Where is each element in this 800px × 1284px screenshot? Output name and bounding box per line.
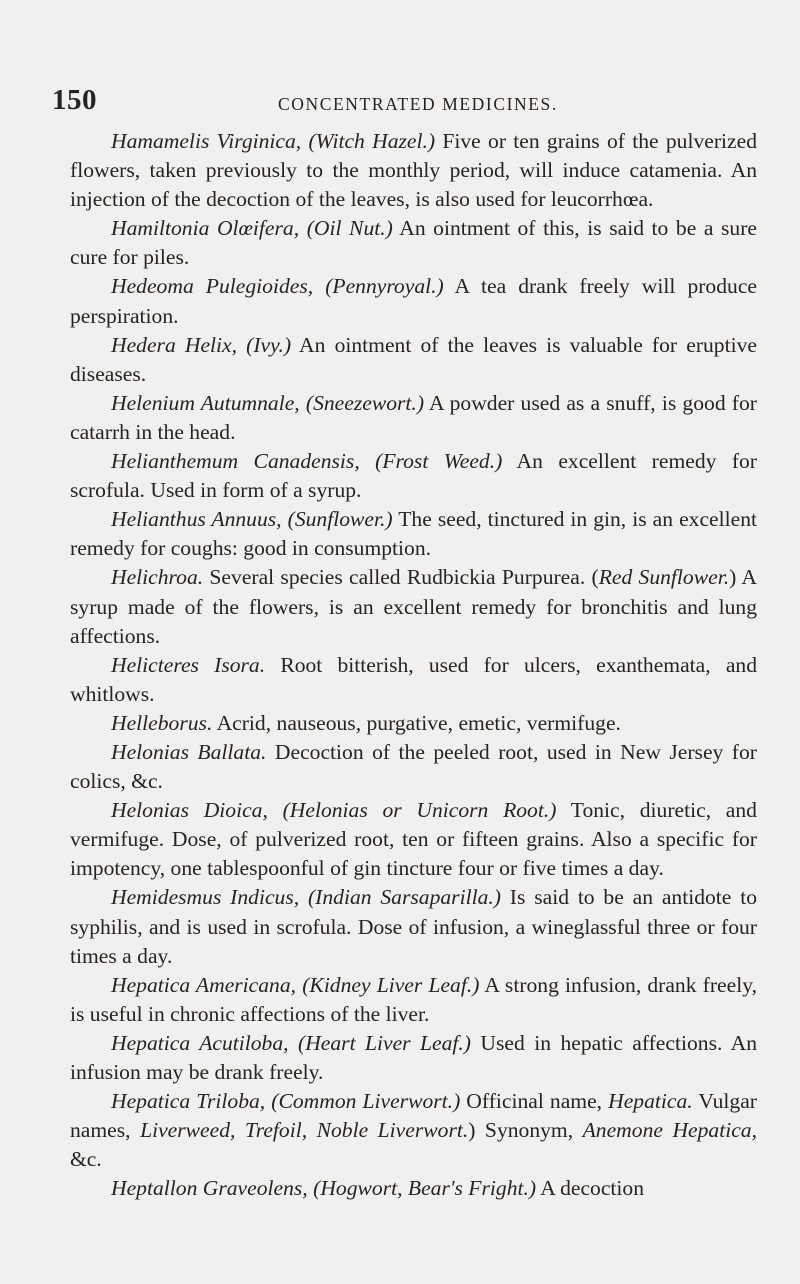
- entry-hepatica-americana: [70, 971, 757, 1029]
- entry-name: Helenium Autumnale,: [111, 390, 300, 415]
- entry-name: Helonias Ballata.: [111, 739, 267, 764]
- running-head: CONCENTRATED MEDICINES.: [278, 94, 558, 114]
- page-number: 150: [52, 84, 97, 116]
- entry-name: Hemidesmus Indicus,: [111, 885, 300, 910]
- entry-name: Hepatica Americana,: [111, 972, 297, 997]
- entry-hedera: [70, 331, 757, 389]
- entry-text: A powder used as a snuff, is good for catarrh in the head.: [70, 390, 757, 444]
- entry-name: Hepatica Acutiloba,: [111, 1030, 289, 1055]
- entry-name: Helianthus Annuus,: [111, 507, 282, 532]
- entry-name: Hamiltonia Olœifera,: [111, 216, 300, 241]
- entry-helianthemum: [70, 447, 757, 505]
- entry-text: ) A syrup made of the flowers, is an excellent remedy for bronchitis and lung affections.: [70, 565, 757, 648]
- entry-common-name: (Common Liverwort.): [271, 1089, 461, 1114]
- entry-text: Acrid, nauseous, purgative, emetic, vermifuge.: [212, 710, 621, 735]
- entry-helicteres: [70, 651, 757, 709]
- entry-common-name: (Witch Hazel.): [308, 129, 436, 153]
- entry-text: An excellent remedy for scrofula. Used in form of a syrup.: [70, 449, 757, 503]
- entry-name: Helicteres Isora.: [111, 652, 266, 677]
- entry-text: &c.: [70, 1147, 102, 1172]
- entry-common-name: (Pennyroyal.): [325, 274, 444, 299]
- entry-common-name: (Heart Liver Leaf.): [298, 1030, 471, 1055]
- page-body: [70, 127, 757, 1203]
- entry-common-name: (Oil Nut.): [306, 216, 393, 241]
- page-header: [52, 84, 758, 116]
- entry-name: Hedera Helix,: [111, 332, 238, 357]
- entry-italic-term: Liverweed, Trefoil, Noble Liverwort.: [140, 1118, 469, 1143]
- entry-text: Five or ten grains of the pulverized flowers, taken previously to the monthly period, will induce catamenia. An injection of the decoction of the leaves, is also used for leucorrhœa.: [70, 129, 758, 212]
- entry-common-name: (Kidney Liver Leaf.): [302, 972, 480, 997]
- entry-name: Heptallon Graveolens,: [111, 1176, 308, 1201]
- entry-helleborus: [70, 709, 757, 738]
- entry-helonias-ballata: [70, 738, 757, 796]
- entry-text: Used in hepatic affections. An infusion may be drank freely.: [70, 1030, 757, 1084]
- entry-common-name: (Frost Weed.): [375, 449, 503, 474]
- entry-name: Helonias Dioica,: [111, 798, 268, 823]
- entry-text: A decoction: [536, 1176, 645, 1201]
- entry-name: Helleborus.: [111, 710, 213, 735]
- entry-hemidesmus: [70, 883, 757, 970]
- entry-text: Officinal name,: [460, 1089, 609, 1114]
- entry-common-name: (Sneezewort.): [305, 390, 425, 415]
- entry-text: Several species called Rudbickia Purpurea. (: [203, 565, 599, 590]
- entry-helianthus: [70, 505, 757, 563]
- entry-name: Hamamelis Virginica,: [111, 129, 302, 153]
- entry-text: An ointment of the leaves is valuable for eruptive diseases.: [70, 332, 757, 386]
- entry-hedeoma: [70, 272, 757, 330]
- entry-name: Helianthemum Canadensis,: [111, 449, 360, 474]
- entry-text: A strong infusion, drank freely, is useful in chronic affections of the liver.: [70, 972, 758, 1026]
- entry-name: Hedeoma Pulegioides,: [111, 274, 314, 299]
- entry-text: A tea drank freely will produce perspiration.: [70, 274, 757, 328]
- entry-name: Hepatica Triloba,: [111, 1089, 266, 1114]
- entry-name: Helichroa.: [111, 565, 204, 590]
- entry-common-name: (Hogwort, Bear's Fright.): [313, 1176, 537, 1201]
- entry-text: Root bitterish, used for ulcers, exanthemata, and whitlows.: [70, 652, 758, 706]
- entry-text: The seed, tinctured in gin, is an excellent remedy for coughs: good in consumption.: [70, 507, 757, 561]
- entry-hamamelis: [70, 127, 757, 214]
- entry-common-name: (Helonias or Unicorn Root.): [282, 798, 557, 823]
- entry-italic-term: Hepatica.: [608, 1089, 693, 1114]
- entry-helonias-dioica: [70, 796, 757, 883]
- entry-helichroa: [70, 563, 757, 650]
- entry-common-name: (Indian Sarsaparilla.): [307, 885, 501, 910]
- entry-italic-term: Red Sunflower.: [598, 565, 730, 590]
- entry-helenium: [70, 389, 757, 447]
- entry-italic-term: Anemone Hepatica,: [582, 1118, 757, 1143]
- entry-hamiltonia: [70, 214, 757, 272]
- entry-hepatica-triloba: [70, 1087, 757, 1174]
- entry-text: ) Synonym,: [468, 1118, 583, 1143]
- entry-text: Tonic, diuretic, and vermifuge. Dose, of pulverized root, ten or fifteen grains. Also a specific for impotency, one tablespoonful of gin tincture four or five times a day.: [70, 798, 757, 881]
- entry-text: Vulgar names,: [70, 1089, 757, 1143]
- entry-common-name: (Sunflower.): [287, 507, 393, 532]
- entry-common-name: (Ivy.): [246, 332, 292, 357]
- entry-heptallon: [70, 1174, 757, 1203]
- entry-hepatica-acutiloba: [70, 1029, 757, 1087]
- entry-text: An ointment of this, is said to be a sure cure for piles.: [70, 216, 757, 270]
- entry-text: Decoction of the peeled root, used in New Jersey for colics, &c.: [70, 739, 757, 794]
- entry-text: Is said to be an antidote to syphilis, and is used in scrofula. Dose of infusion, a wineglassful three or four times a day.: [70, 885, 758, 968]
